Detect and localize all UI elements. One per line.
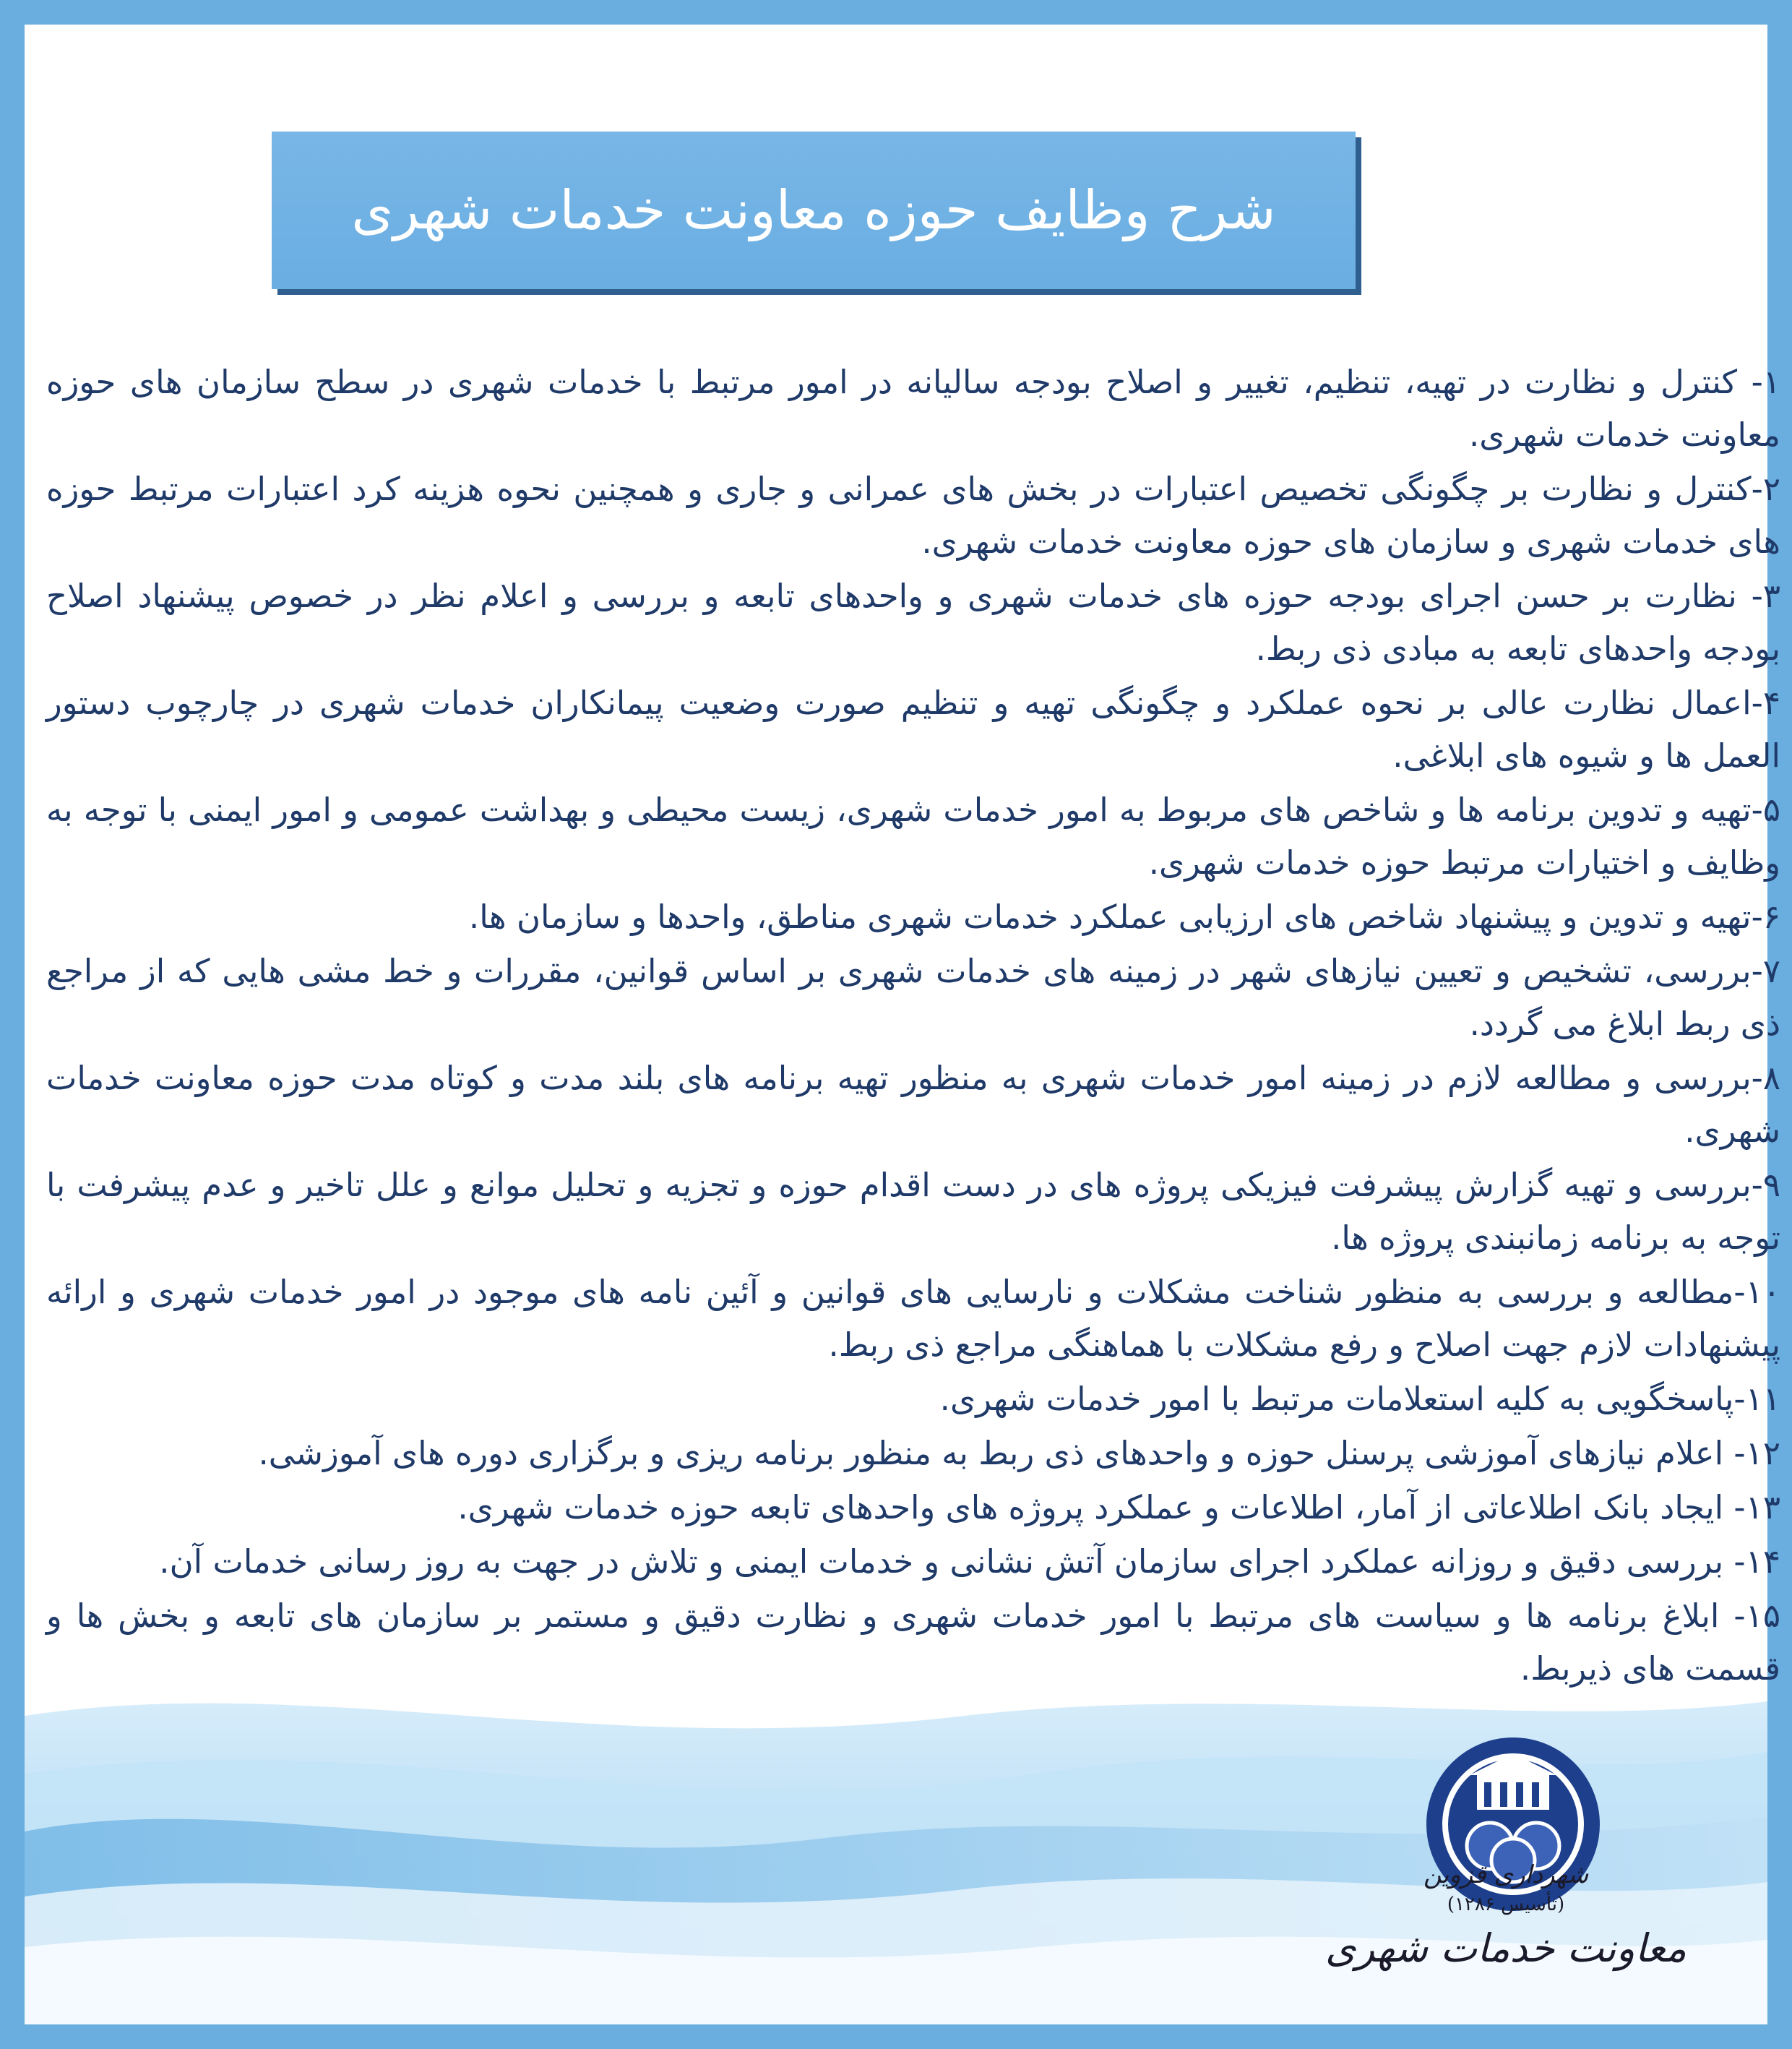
duty-item-2: ۲-کنترل و نظارت بر چگونگی تخصیص اعتبارات در بخش های عمرانی و جاری و همچنین نحوه هزینه کرد اعتبارات مرتبط حوزه های خدمات شهری و سازمان های حوزه معاونت خدمات شهری. — [46, 470, 1780, 561]
duty-item-12: ۱۲- اعلام نیازهای آموزشی پرسنل حوزه و واحدهای ذی ربط به منظور برنامه ریزی و برگزاری دوره های آموزشی. — [258, 1434, 1780, 1472]
org-name: شهرداری قزوین — [1423, 1860, 1589, 1889]
duty-item-3: ۳- نظارت بر حسن اجرای بودجه حوزه های خدمات شهری و واحدهای تابعه و بررسی و اعلام نظر در خصوص پیشنهاد اصلاح بودجه واحدهای تابعه به مبادی ذی ربط. — [46, 577, 1780, 668]
duty-item-9: ۹-بررسی و تهیه گزارش پیشرفت فیزیکی پروژه های در دست اقدام حوزه و تجزیه و تحلیل موانع و علل تاخیر و عدم پیشرفت با توجه به برنامه زمانبندی پروژه ها. — [46, 1166, 1780, 1257]
duty-item-4: ۴-اعمال نظارت عالی بر نحوه عملکرد و چگونگی تهیه و تنظیم صورت وضعیت پیمانکاران خدمات شهری در چارچوب دستور العمل ها و شیوه های ابلاغی. — [46, 684, 1780, 775]
duty-item-13: ۱۳- ایجاد بانک اطلاعاتی از آمار، اطلاعات و عملکرد پروژه های واحدهای تابعه حوزه خدمات شهری. — [457, 1488, 1780, 1526]
duty-item-11: ۱۱-پاسخگویی به کلیه استعلامات مرتبط با امور خدمات شهری. — [939, 1380, 1780, 1418]
title-banner — [272, 132, 1356, 289]
duty-item-6: ۶-تهیه و تدوین و پیشنهاد شاخص های ارزیابی عملکرد خدمات شهری مناطق، واحدها و سازمان ها. — [468, 898, 1780, 936]
page-frame — [25, 25, 1780, 2024]
logo-caption — [1304, 1860, 1708, 1971]
duty-item-7: ۷-بررسی، تشخیص و تعیین نیازهای شهر در زمینه های خدمات شهری بر اساس قوانین، مقررات و خط مشی هایی که از مراجع ذی ربط ابلاغ می گردد. — [46, 952, 1780, 1043]
duty-item-5: ۵-تهیه و تدوین برنامه ها و شاخص های مربوط به امور خدمات شهری، زیست محیطی و بهداشت عمومی و امور ایمنی با توجه به وظایف و اختیارات مرتبط حوزه خدمات شهری. — [46, 791, 1780, 882]
duty-item-10: ۱۰-مطالعه و بررسی به منظور شناخت مشکلات و نارسایی های قوانین و آئین نامه های موجود در امور خدمات شهری و ارائه پیشنهادات لازم جهت اصلاح و رفع مشکلات با هماهنگی مراجع ذی ربط. — [46, 1273, 1780, 1364]
duty-item-15: ۱۵- ابلاغ برنامه ها و سیاست های مرتبط با امور خدمات شهری و نظارت دقیق و مستمر بر سازمان های تابعه و بخش ها و قسمت های ذیربط. — [46, 1597, 1780, 1688]
duty-item-14: ۱۴- بررسی دقیق و روزانه عملکرد اجرای سازمان آتش نشانی و خدمات ایمنی و تلاش در جهت به روز رسانی خدمات آن. — [159, 1542, 1780, 1581]
founded-text: (تأسیس ۱۲۸۶) — [1447, 1894, 1565, 1915]
duties-list — [46, 356, 1780, 1696]
duty-item-1: ۱- کنترل و نظارت در تهیه، تنظیم، تغییر و اصلاح بودجه سالیانه در امور مرتبط با خدمات شهری در سطح سازمان های حوزه معاونت خدمات شهری. — [46, 363, 1780, 454]
duty-item-8: ۸-بررسی و مطالعه لازم در زمینه امور خدمات شهری به منظور تهیه برنامه های بلند مدت و کوتاه مدت حوزه معاونت خدمات شهری. — [46, 1059, 1780, 1150]
department-name: معاونت خدمات شهری — [1324, 1925, 1687, 1971]
page-title: شرح وظایف حوزه معاونت خدمات شهری — [351, 179, 1276, 241]
